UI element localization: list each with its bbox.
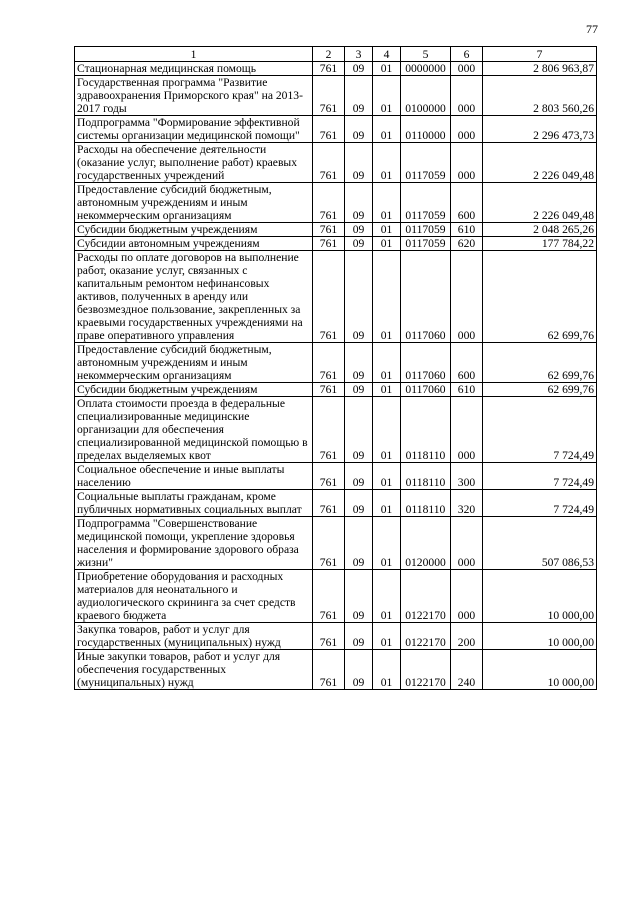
cell-code-6: 610 bbox=[451, 383, 483, 397]
row-amount: 62 699,76 bbox=[483, 251, 597, 343]
cell-code-3: 09 bbox=[345, 223, 373, 237]
table-row bbox=[75, 76, 597, 116]
cell-code-6: 000 bbox=[451, 517, 483, 570]
cell-code-4: 01 bbox=[373, 570, 401, 623]
row-name: Социальные выплаты гражданам, кроме публичных нормативных социальных выплат bbox=[75, 490, 313, 517]
cell-code-3: 09 bbox=[345, 463, 373, 490]
cell-code-6: 300 bbox=[451, 463, 483, 490]
cell-code-5: 0122170 bbox=[401, 623, 451, 650]
cell-code-6: 610 bbox=[451, 223, 483, 237]
row-amount: 2 803 560,26 bbox=[483, 76, 597, 116]
cell-code-6: 000 bbox=[451, 251, 483, 343]
cell-code-2: 761 bbox=[313, 650, 345, 690]
cell-code-4: 01 bbox=[373, 76, 401, 116]
row-amount: 2 806 963,87 bbox=[483, 62, 597, 76]
cell-code-3: 09 bbox=[345, 116, 373, 143]
table-row bbox=[75, 650, 597, 690]
cell-code-5: 0117060 bbox=[401, 383, 451, 397]
cell-code-2: 761 bbox=[313, 62, 345, 76]
header-cell: 3 bbox=[345, 47, 373, 62]
header-cell: 6 bbox=[451, 47, 483, 62]
row-amount: 10 000,00 bbox=[483, 650, 597, 690]
row-name: Расходы на обеспечение деятельности (оказание услуг, выполнение работ) краевых государственных учреждений bbox=[75, 143, 313, 183]
cell-code-3: 09 bbox=[345, 237, 373, 251]
cell-code-3: 09 bbox=[345, 570, 373, 623]
row-amount: 10 000,00 bbox=[483, 570, 597, 623]
cell-code-2: 761 bbox=[313, 463, 345, 490]
cell-code-2: 761 bbox=[313, 251, 345, 343]
cell-code-5: 0000000 bbox=[401, 62, 451, 76]
row-amount: 62 699,76 bbox=[483, 383, 597, 397]
cell-code-5: 0117060 bbox=[401, 343, 451, 383]
cell-code-5: 0122170 bbox=[401, 570, 451, 623]
cell-code-4: 01 bbox=[373, 397, 401, 463]
cell-code-4: 01 bbox=[373, 237, 401, 251]
table-row bbox=[75, 237, 597, 251]
cell-code-5: 0118110 bbox=[401, 490, 451, 517]
cell-code-5: 0120000 bbox=[401, 517, 451, 570]
cell-code-3: 09 bbox=[345, 383, 373, 397]
table-row bbox=[75, 62, 597, 76]
row-amount: 7 724,49 bbox=[483, 397, 597, 463]
table-row bbox=[75, 490, 597, 517]
row-name: Иные закупки товаров, работ и услуг для обеспечения государственных (муниципальных) нужд bbox=[75, 650, 313, 690]
budget-table bbox=[74, 46, 597, 690]
cell-code-6: 000 bbox=[451, 76, 483, 116]
table-row bbox=[75, 517, 597, 570]
cell-code-5: 0117059 bbox=[401, 223, 451, 237]
row-amount: 2 226 049,48 bbox=[483, 143, 597, 183]
cell-code-2: 761 bbox=[313, 490, 345, 517]
cell-code-3: 09 bbox=[345, 397, 373, 463]
cell-code-2: 761 bbox=[313, 223, 345, 237]
row-amount: 2 296 473,73 bbox=[483, 116, 597, 143]
cell-code-4: 01 bbox=[373, 223, 401, 237]
cell-code-2: 761 bbox=[313, 397, 345, 463]
row-name: Подпрограмма "Совершенствование медицинской помощи, укрепление здоровья населения и формирование здорового образа жизни" bbox=[75, 517, 313, 570]
table-row bbox=[75, 223, 597, 237]
row-amount: 2 048 265,26 bbox=[483, 223, 597, 237]
row-name: Расходы по оплате договоров на выполнение работ, оказание услуг, связанных с капитальным ремонтом нефинансовых активов, полученных в аренду или безвозмездное пользование, закрепленных за краевыми государственных учреждениями на праве оперативного управления bbox=[75, 251, 313, 343]
row-name: Государственная программа "Развитие здравоохранения Приморского края" на 2013-2017 годы bbox=[75, 76, 313, 116]
row-name: Стационарная медицинская помощь bbox=[75, 62, 313, 76]
cell-code-5: 0100000 bbox=[401, 76, 451, 116]
cell-code-6: 000 bbox=[451, 397, 483, 463]
cell-code-6: 320 bbox=[451, 490, 483, 517]
cell-code-4: 01 bbox=[373, 62, 401, 76]
header-cell: 4 bbox=[373, 47, 401, 62]
cell-code-2: 761 bbox=[313, 517, 345, 570]
cell-code-3: 09 bbox=[345, 251, 373, 343]
cell-code-3: 09 bbox=[345, 650, 373, 690]
cell-code-3: 09 bbox=[345, 183, 373, 223]
cell-code-3: 09 bbox=[345, 76, 373, 116]
cell-code-2: 761 bbox=[313, 116, 345, 143]
cell-code-5: 0117059 bbox=[401, 183, 451, 223]
cell-code-2: 761 bbox=[313, 237, 345, 251]
table-row bbox=[75, 143, 597, 183]
cell-code-5: 0118110 bbox=[401, 397, 451, 463]
row-name: Закупка товаров, работ и услуг для государственных (муниципальных) нужд bbox=[75, 623, 313, 650]
cell-code-6: 000 bbox=[451, 62, 483, 76]
row-name: Предоставление субсидий бюджетным, автономным учреждениям и иным некоммерческим организациям bbox=[75, 183, 313, 223]
row-amount: 62 699,76 bbox=[483, 343, 597, 383]
cell-code-6: 000 bbox=[451, 570, 483, 623]
cell-code-4: 01 bbox=[373, 650, 401, 690]
header-cell: 7 bbox=[483, 47, 597, 62]
row-name: Предоставление субсидий бюджетным, автономным учреждениям и иным некоммерческим организациям bbox=[75, 343, 313, 383]
cell-code-4: 01 bbox=[373, 251, 401, 343]
row-name: Субсидии бюджетным учреждениям bbox=[75, 383, 313, 397]
row-amount: 507 086,53 bbox=[483, 517, 597, 570]
row-amount: 2 226 049,48 bbox=[483, 183, 597, 223]
table-row bbox=[75, 383, 597, 397]
header-cell: 1 bbox=[75, 47, 313, 62]
row-name: Субсидии автономным учреждениям bbox=[75, 237, 313, 251]
cell-code-6: 600 bbox=[451, 183, 483, 223]
cell-code-3: 09 bbox=[345, 62, 373, 76]
cell-code-3: 09 bbox=[345, 517, 373, 570]
cell-code-4: 01 bbox=[373, 343, 401, 383]
table-row bbox=[75, 623, 597, 650]
cell-code-4: 01 bbox=[373, 490, 401, 517]
row-name: Приобретение оборудования и расходных материалов для неонатального и аудиологического скрининга за счет средств краевого бюджета bbox=[75, 570, 313, 623]
cell-code-2: 761 bbox=[313, 343, 345, 383]
cell-code-2: 761 bbox=[313, 623, 345, 650]
cell-code-6: 000 bbox=[451, 116, 483, 143]
table-row bbox=[75, 116, 597, 143]
cell-code-4: 01 bbox=[373, 463, 401, 490]
cell-code-3: 09 bbox=[345, 343, 373, 383]
cell-code-6: 620 bbox=[451, 237, 483, 251]
cell-code-2: 761 bbox=[313, 76, 345, 116]
header-row bbox=[75, 47, 597, 62]
row-amount: 7 724,49 bbox=[483, 490, 597, 517]
cell-code-4: 01 bbox=[373, 143, 401, 183]
row-name: Оплата стоимости проезда в федеральные специализированные медицинские организации для обеспечения специализированной медицинской помощью в пределах выделяемых квот bbox=[75, 397, 313, 463]
cell-code-3: 09 bbox=[345, 143, 373, 183]
page-number: 77 bbox=[586, 22, 598, 36]
cell-code-6: 600 bbox=[451, 343, 483, 383]
cell-code-5: 0110000 bbox=[401, 116, 451, 143]
cell-code-3: 09 bbox=[345, 623, 373, 650]
cell-code-4: 01 bbox=[373, 517, 401, 570]
header-cell: 2 bbox=[313, 47, 345, 62]
row-name: Социальное обеспечение и иные выплаты населению bbox=[75, 463, 313, 490]
row-name: Подпрограмма "Формирование эффективной системы организации медицинской помощи" bbox=[75, 116, 313, 143]
cell-code-4: 01 bbox=[373, 183, 401, 223]
table-row bbox=[75, 251, 597, 343]
row-amount: 7 724,49 bbox=[483, 463, 597, 490]
cell-code-5: 0118110 bbox=[401, 463, 451, 490]
row-amount: 10 000,00 bbox=[483, 623, 597, 650]
cell-code-2: 761 bbox=[313, 183, 345, 223]
cell-code-5: 0117059 bbox=[401, 143, 451, 183]
cell-code-4: 01 bbox=[373, 623, 401, 650]
cell-code-5: 0117060 bbox=[401, 251, 451, 343]
table-row bbox=[75, 343, 597, 383]
table-row bbox=[75, 463, 597, 490]
cell-code-2: 761 bbox=[313, 383, 345, 397]
cell-code-5: 0117059 bbox=[401, 237, 451, 251]
cell-code-6: 200 bbox=[451, 623, 483, 650]
cell-code-3: 09 bbox=[345, 490, 373, 517]
row-amount: 177 784,22 bbox=[483, 237, 597, 251]
cell-code-4: 01 bbox=[373, 383, 401, 397]
cell-code-4: 01 bbox=[373, 116, 401, 143]
cell-code-6: 000 bbox=[451, 143, 483, 183]
cell-code-5: 0122170 bbox=[401, 650, 451, 690]
table-row bbox=[75, 397, 597, 463]
cell-code-2: 761 bbox=[313, 570, 345, 623]
cell-code-6: 240 bbox=[451, 650, 483, 690]
table-row bbox=[75, 183, 597, 223]
header-cell: 5 bbox=[401, 47, 451, 62]
table-row bbox=[75, 570, 597, 623]
cell-code-2: 761 bbox=[313, 143, 345, 183]
row-name: Субсидии бюджетным учреждениям bbox=[75, 223, 313, 237]
